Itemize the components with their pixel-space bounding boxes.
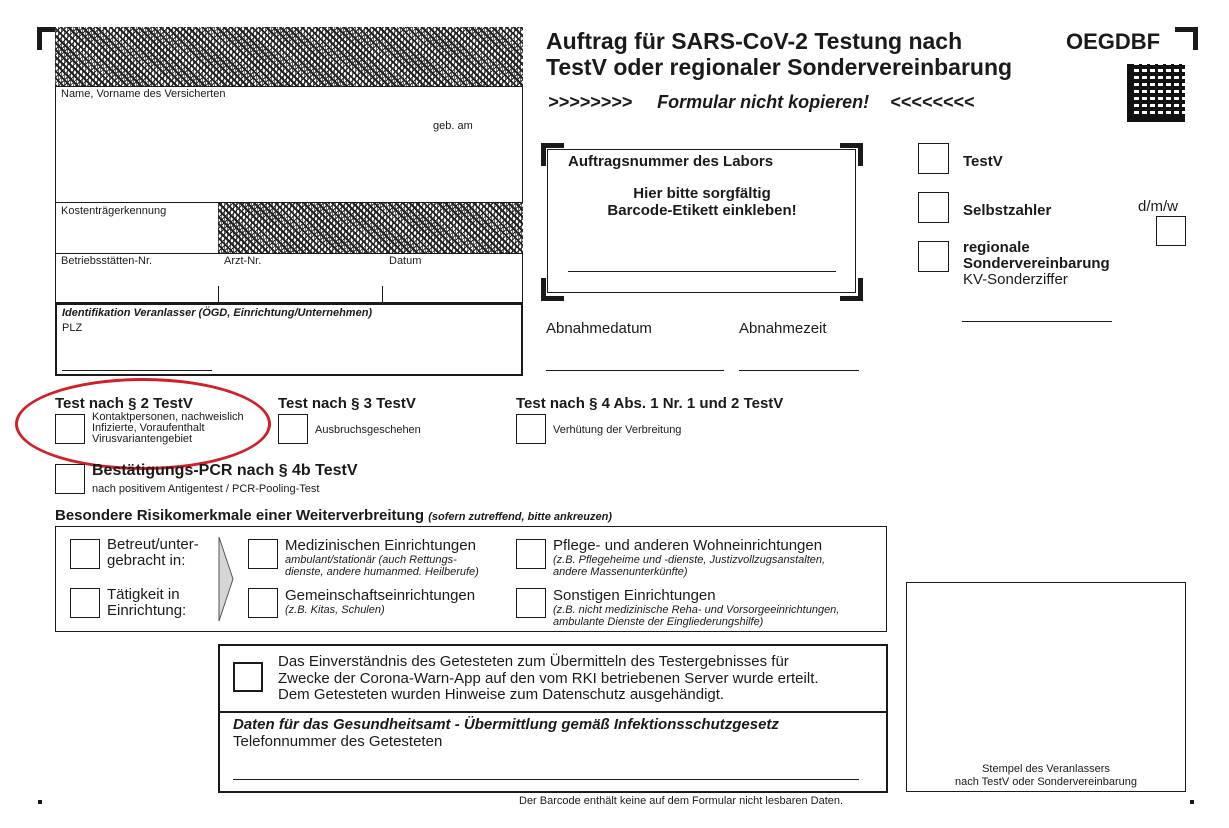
bsnr-label: Betriebsstätten-Nr.: [61, 255, 153, 267]
sample-date-line[interactable]: [546, 370, 724, 371]
redacted-payer-area: [218, 203, 523, 253]
pflege-desc-line2: andere Massenunterkünfte): [553, 566, 688, 578]
pflege-label: [553, 537, 825, 578]
regional-label: [963, 240, 1110, 288]
consent-checkbox[interactable]: [233, 662, 263, 692]
taetig-label-line1: Tätigkeit in: [107, 586, 180, 603]
test-s2-title: Test nach § 2 TestV: [55, 395, 193, 412]
copy-warning: [548, 92, 974, 113]
consent-line2: Zwecke der Corona-Warn-App auf den vom RKI betriebenen Server wurde erteilt.: [278, 669, 819, 687]
datum-label: Datum: [389, 255, 422, 267]
gemein-desc: (z.B. Kitas, Schulen): [285, 604, 385, 616]
warning-arrows-left: >>>>>>>>: [548, 92, 633, 112]
risk-title: [55, 507, 612, 524]
test-s3-desc: Ausbruchsgeschehen: [315, 424, 421, 436]
med-desc-line1: ambulant/stationär (auch Rettungs-: [285, 554, 457, 566]
regional-label-line1: regionale: [963, 239, 1030, 256]
arrow-right-icon: [218, 536, 234, 622]
dob-label: geb. am: [433, 120, 473, 132]
consent-divider: [218, 711, 888, 713]
lab-number-line: [568, 271, 836, 272]
phone-line[interactable]: [233, 779, 859, 780]
pcr-checkbox[interactable]: [55, 464, 85, 494]
testv-checkbox[interactable]: [918, 143, 949, 174]
test-s2-checkbox[interactable]: [55, 414, 85, 444]
stamp-label-line1: Stempel des Veranlassers: [982, 763, 1110, 775]
plz-label: PLZ: [62, 322, 83, 334]
risk-title-note: (sofern zutreffend, bitte ankreuzen): [428, 511, 612, 523]
bsnr-divider: [55, 253, 523, 254]
betreut-label: [107, 537, 199, 569]
med-desc-line2: dienste, andere humanmed. Heilberufe): [285, 566, 479, 578]
arzt-label: Arzt-Nr.: [224, 255, 262, 267]
lab-hint-line1: Hier bitte sorgfältig: [633, 185, 771, 202]
gemein-title: Gemeinschaftseinrichtungen: [285, 587, 476, 604]
corner-dot-bottom-left: [38, 800, 42, 804]
sonst-title: Sonstigen Einrichtungen: [553, 587, 716, 604]
test-s4-title: Test nach § 4 Abs. 1 Nr. 1 und 2 TestV: [516, 395, 784, 412]
sonst-desc-line2: ambulante Dienste der Eingliederungshilfe): [553, 616, 764, 628]
betreut-label-line2: gebracht in:: [107, 552, 186, 569]
lab-title: Auftragsnummer des Labors: [568, 153, 774, 170]
form-title-line2: TestV oder regionaler Sondervereinbarung: [546, 54, 1013, 80]
gemein-checkbox[interactable]: [248, 588, 278, 618]
test-s2-desc-line1: Kontaktpersonen, nachweislich: [92, 411, 244, 423]
kv-label: KV-Sonderziffer: [963, 271, 1068, 288]
consent-text: [278, 654, 819, 704]
stamp-label-line2: nach TestV oder Sondervereinbarung: [954, 776, 1138, 788]
phone-label: Telefonnummer des Getesteten: [233, 733, 443, 750]
sample-date-label: Abnahmedatum: [546, 320, 652, 337]
corner-mark-top-right: [1175, 27, 1198, 50]
gender-field[interactable]: [1156, 216, 1186, 246]
test-s3-title: Test nach § 3 TestV: [278, 395, 416, 412]
testv-label: TestV: [963, 153, 1003, 170]
warning-text: Formular nicht kopieren!: [657, 92, 870, 112]
stamp-label: [906, 763, 1186, 789]
sample-time-label: Abnahmezeit: [739, 320, 827, 337]
taetig-checkbox[interactable]: [70, 588, 100, 618]
consent-line3: Dem Getesteten wurden Hinweise zum Datenschutz ausgehändigt.: [278, 686, 725, 703]
lab-hint-line2: Barcode-Etikett einkleben!: [607, 202, 797, 219]
gender-label: d/m/w: [1138, 198, 1179, 215]
pflege-title: Pflege- und anderen Wohneinrichtungen: [553, 537, 823, 554]
test-s3-checkbox[interactable]: [278, 414, 308, 444]
test-s2-desc-line3: Virusvariantengebiet: [92, 433, 193, 445]
med-checkbox[interactable]: [248, 539, 278, 569]
regional-label-line2: Sondervereinbarung: [963, 255, 1110, 272]
datamatrix-code: [1127, 64, 1185, 122]
sonst-checkbox[interactable]: [516, 588, 546, 618]
lab-hint: [545, 185, 859, 219]
sonst-label: [553, 587, 839, 628]
gemein-label: [285, 587, 475, 616]
test-s2-desc: [92, 412, 244, 445]
selbstzahler-checkbox[interactable]: [918, 192, 949, 223]
med-label: [285, 537, 479, 578]
test-s4-desc: Verhütung der Verbreitung: [553, 424, 682, 436]
sonst-desc-line1: (z.B. nicht medizinische Reha- und Vorsorgeeinrichtungen,: [553, 604, 840, 616]
stamp-box: [906, 582, 1186, 792]
risk-title-text: Besondere Risikomerkmale einer Weiterverbreitung: [55, 507, 425, 524]
kv-line: [962, 321, 1112, 322]
corner-dot-bottom-right: [1190, 800, 1194, 804]
identification-title: Identifikation Veranlasser (ÖGD, Einrichtung/Unternehmen): [62, 307, 373, 319]
payer-label: Kostenträgerkennung: [61, 205, 167, 217]
arzt-tick: [218, 286, 219, 303]
form-title: [546, 28, 1012, 80]
selbstzahler-label: Selbstzahler: [963, 202, 1052, 219]
regional-checkbox[interactable]: [918, 241, 949, 272]
form-code: OEGDBF: [1066, 29, 1161, 54]
pflege-desc-line1: (z.B. Pflegeheime und -dienste, Justizvollzugsanstalten,: [553, 554, 826, 566]
pcr-title: Bestätigungs-PCR nach § 4b TestV: [92, 462, 358, 479]
test-s4-checkbox[interactable]: [516, 414, 546, 444]
warning-arrows-right: <<<<<<<<: [890, 92, 975, 112]
name-label: Name, Vorname des Versicherten: [61, 88, 226, 100]
betreut-checkbox[interactable]: [70, 539, 100, 569]
test-s2-desc-line2: Infizierte, Voraufenthalt: [92, 422, 205, 434]
sample-time-line[interactable]: [739, 370, 859, 371]
pcr-desc: nach positivem Antigentest / PCR-Pooling-Test: [92, 483, 320, 495]
consent-line1: Das Einverständnis des Getesteten zum Übermitteln des Testergebnisses für: [278, 653, 789, 670]
barcode-note: Der Barcode enthält keine auf dem Formular nicht lesbaren Daten.: [519, 795, 844, 807]
med-title: Medizinischen Einrichtungen: [285, 537, 476, 554]
patient-data-box: [55, 86, 523, 303]
plz-line: [62, 370, 212, 371]
taetig-label-line2: Einrichtung:: [107, 602, 187, 619]
betreut-label-line1: Betreut/unter-: [107, 536, 199, 553]
health-office-title: Daten für das Gesundheitsamt - Übermittlung gemäß Infektionsschutzgesetz: [233, 716, 779, 733]
redacted-name-area: [55, 27, 523, 86]
taetig-label: [107, 587, 186, 619]
datum-tick: [382, 286, 383, 303]
pflege-checkbox[interactable]: [516, 539, 546, 569]
form-title-line1: Auftrag für SARS-CoV-2 Testung nach: [546, 28, 963, 54]
